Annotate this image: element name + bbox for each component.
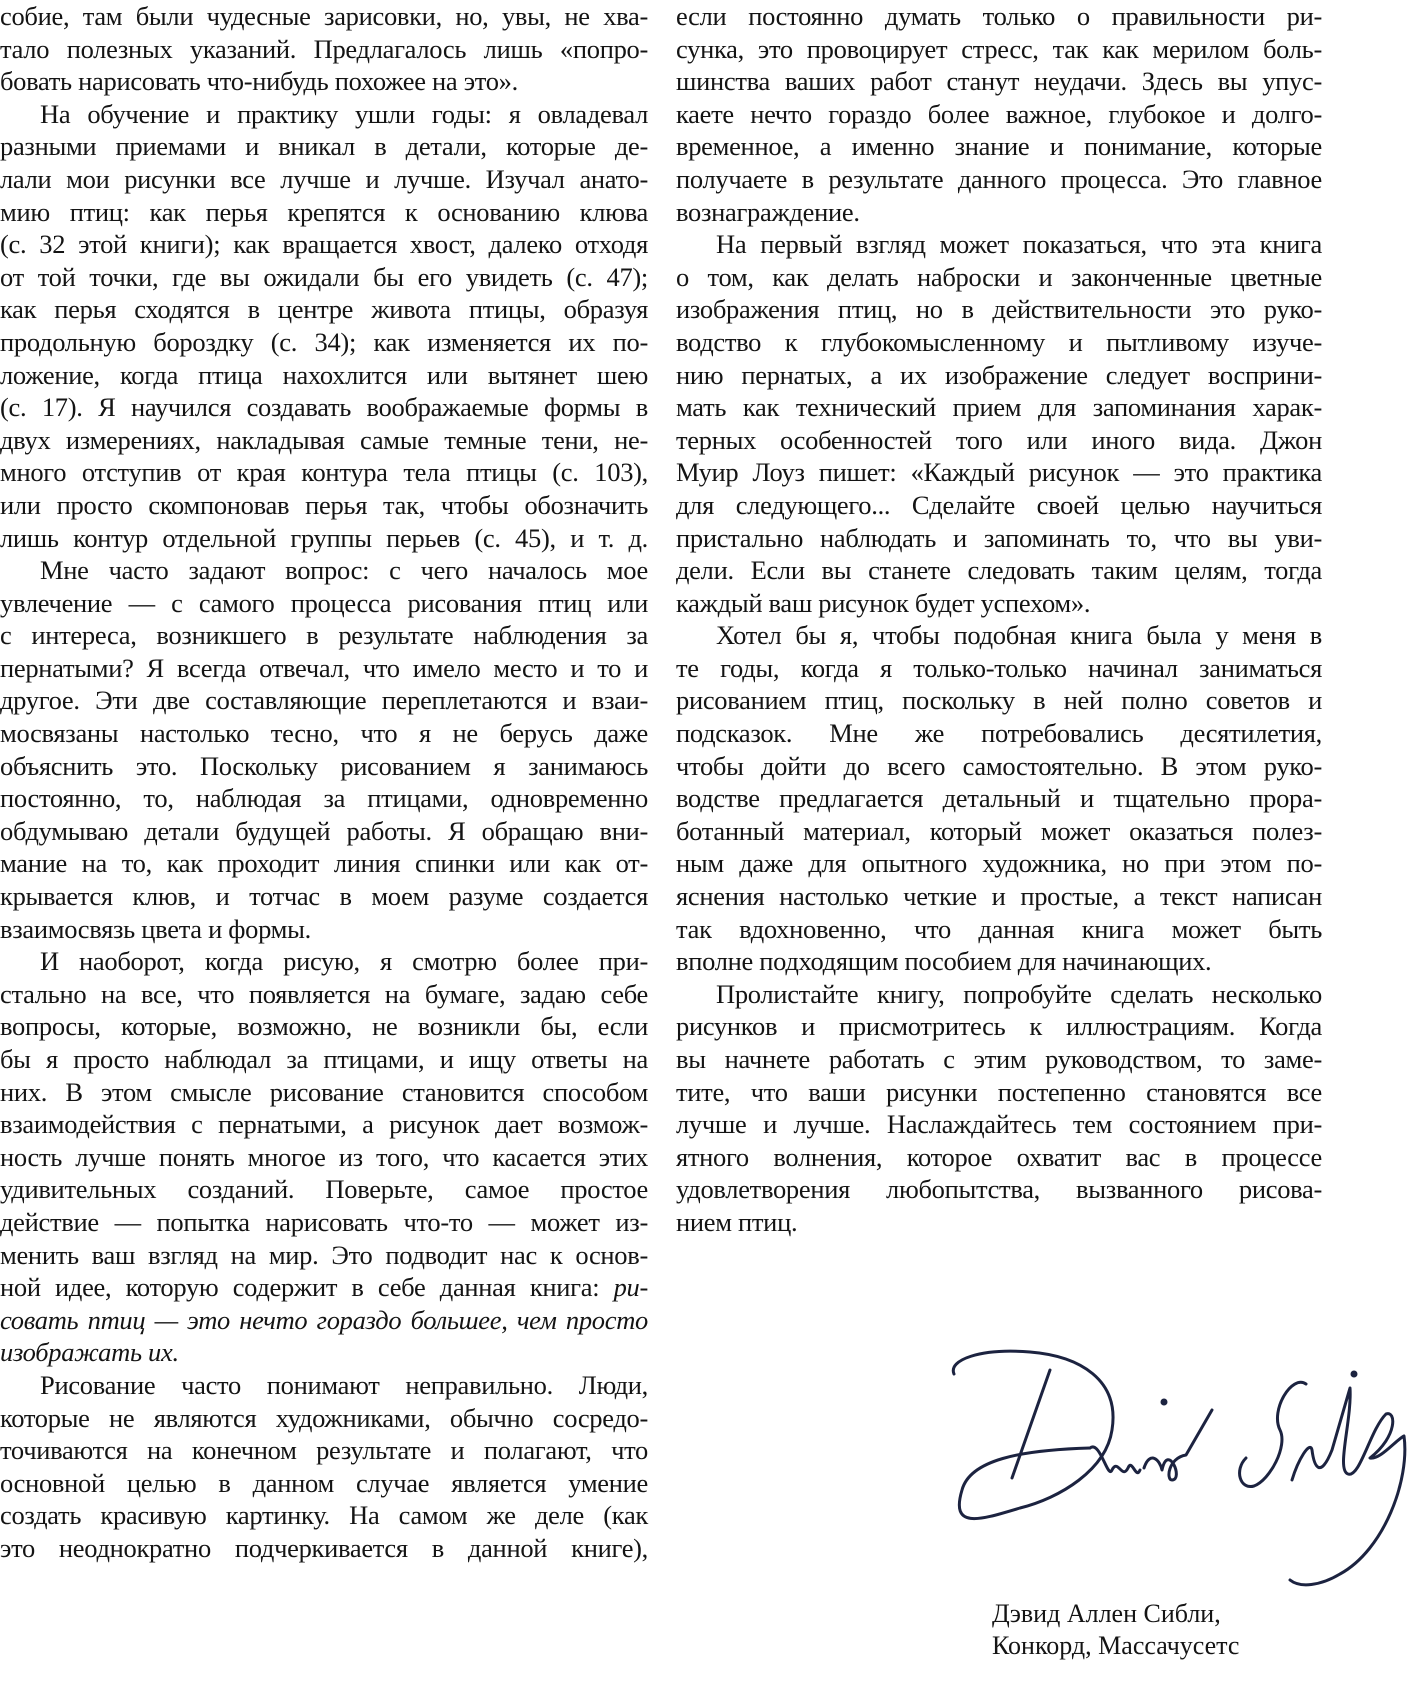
text-line [0,228,648,261]
text-run: На обучение и практику ушли годы: я овладевал [40,98,648,129]
text-line [676,1141,1322,1174]
text-run: шинства ваших работ станут неудачи. Здесь вы упус- [676,66,1322,97]
text-run: (с. 17). Я научился создавать воображаемые формы в [0,392,648,423]
text-line [0,978,648,1011]
text-run: рисунков и присмотритесь к иллюстрациям. Когда [676,1011,1322,1042]
text-line [0,359,648,392]
text-run: мать как технический прием для запоминания харак- [676,392,1322,423]
text-line [676,293,1322,326]
text-run: ной идее, которую содержит в себе данная книга: [0,1272,614,1303]
text-run: мосвязаны настолько тесно, что я не берусь даже [0,718,648,749]
text-line [0,652,648,685]
text-run: о том, как делать наброски и законченные цветные [676,261,1322,292]
text-run: с интереса, возникшего в результате наблюдения за [0,620,648,651]
text-run: изображения птиц, но в действительности это руко- [676,294,1322,325]
text-run: точиваются на конечном результате и полагают, что [0,1435,648,1466]
text-run: них. В этом смысле рисование становится способом [0,1076,648,1107]
text-line [0,847,648,880]
text-run: И наоборот, когда рисую, я смотрю более при- [40,946,648,977]
text-line [676,945,1322,978]
text-line [0,1499,648,1532]
text-run: лали мои рисунки все лучше и лучше. Изучал анато- [0,163,648,194]
text-line [0,163,648,196]
text-line [676,489,1322,522]
text-line [676,0,1322,33]
text-run: те годы, когда я только-только начинал заниматься [676,652,1322,683]
text-run: взаимосвязь цвета и формы. [0,913,311,944]
text-line [676,978,1322,1011]
text-line [0,880,648,913]
text-run: (с. 32 этой книги); как вращается хвост, далеко отходя [0,229,648,260]
text-run: удовлетворения любопытства, вызванного рисова- [676,1174,1322,1205]
text-line [676,456,1322,489]
text-line [0,750,648,783]
text-run: ботанный материал, который может оказаться полез- [676,815,1322,846]
text-run: нием птиц. [676,1206,798,1237]
text-run: это неоднократно подчеркивается в данной книге), [0,1532,648,1563]
italic-run: ри- [613,1272,648,1303]
text-run: двух измерениях, накладывая самые темные тени, не- [0,424,648,455]
text-run: вполне подходящим пособием для начинающих. [676,946,1212,977]
text-line [676,1010,1322,1043]
text-line [676,1043,1322,1076]
text-run: собие, там были чудесные зарисовки, но, увы, не хва- [0,1,648,31]
text-run: обдумываю детали будущей работы. Я обращаю вни- [0,815,648,846]
text-run: как перья сходятся в центре живота птицы, образуя [0,294,648,325]
text-run: продольную бороздку (с. 34); как изменяется их по- [0,326,648,357]
text-line [676,815,1322,848]
text-line [0,130,648,163]
text-line [676,619,1322,652]
right-column [676,0,1322,1239]
text-line [0,815,648,848]
text-run: удивительных созданий. Поверьте, самое простое [0,1174,648,1205]
text-line [676,33,1322,66]
text-run: вопросы, которые, возможно, не возникли бы, если [0,1011,648,1042]
text-line [676,847,1322,880]
text-run: бовать нарисовать что-нибудь похожее на это». [0,66,518,97]
signature-icon [940,1330,1420,1590]
text-run: временное, а именно знание и понимание, которые [676,131,1322,162]
text-line [0,587,648,620]
text-run: основной целью в данном случае является умение [0,1467,648,1498]
text-line [676,130,1322,163]
text-run: вознаграждение. [676,196,860,227]
signature-caption [992,1598,1239,1662]
text-run: рисованием птиц, поскольку в ней полно советов и [676,685,1322,716]
text-run: водство к глубокомысленному и пытливому изуче- [676,326,1322,357]
italic-run: совать птиц — это нечто гораздо большее, чем просто [0,1304,648,1335]
text-line [0,391,648,424]
text-line [0,1108,648,1141]
text-run: объяснить это. Поскольку рисованием я занимаюсь [0,750,648,781]
text-line [676,1076,1322,1109]
text-run: постоянно, то, наблюдая за птицами, одновременно [0,783,648,814]
text-run: стально на все, что появляется на бумаге, задаю себе [0,978,648,1009]
text-run: мию птиц: как перья крепятся к основанию клюва [0,196,648,227]
text-line [676,424,1322,457]
text-line [676,652,1322,685]
text-run: так вдохновенно, что данная книга может быть [676,913,1322,944]
text-line [676,684,1322,717]
text-line [0,456,648,489]
text-line [0,1271,648,1304]
text-run: лучше и лучше. Наслаждайтесь тем состоянием при- [676,1109,1322,1140]
text-run: ность лучше понять многое из того, что касается этих [0,1141,648,1172]
text-line [676,65,1322,98]
text-line [0,1010,648,1043]
text-run: или просто скомпоновав перья так, чтобы обозначить [0,489,648,520]
text-line [0,554,648,587]
text-line [676,522,1322,555]
text-line [676,228,1322,261]
text-line [0,0,648,33]
text-line [676,391,1322,424]
text-line [676,261,1322,294]
text-line [0,1173,648,1206]
text-line [0,782,648,815]
text-run: разными приемами и вникал в детали, которые де- [0,131,648,162]
text-line [676,196,1322,229]
text-line [0,293,648,326]
italic-run: изображать их. [0,1337,179,1368]
text-line [0,489,648,522]
text-run: пернатыми? Я всегда отвечал, что имело место и то и [0,652,648,683]
text-run: яснения настолько четкие и простые, а текст написан [676,881,1322,912]
text-run: водстве предлагается детальный и тщательно прора- [676,783,1322,814]
text-run: мание на то, как проходит линия спинки или как от- [0,848,648,879]
text-line [0,65,648,98]
text-run: которые не являются художниками, обычно сосредо- [0,1402,648,1433]
text-run: тало полезных указаний. Предлагалось лишь «попро- [0,33,648,64]
text-run: каждый ваш рисунок будет успехом». [676,587,1091,618]
text-line [0,1336,648,1369]
text-run: крывается клюв, и тотчас в моем разуме создается [0,881,648,912]
text-line [0,1402,648,1435]
text-line [0,424,648,457]
text-line [676,1206,1322,1239]
text-run: другое. Эти две составляющие переплетаются и взаи- [0,685,648,716]
text-run: Хотел бы я, чтобы подобная книга была у меня в [716,620,1322,651]
text-line [0,1532,648,1565]
text-line [0,522,648,555]
text-line [0,1043,648,1076]
text-line [0,945,648,978]
text-line [676,1173,1322,1206]
text-run: менить ваш взгляд на мир. Это подводит нас к основ- [0,1239,648,1270]
text-line [0,1206,648,1239]
text-line [0,619,648,652]
text-line [676,717,1322,750]
text-run: ным даже для опытного художника, но при этом по- [676,848,1322,879]
text-run: Рисование часто понимают неправильно. Люди, [40,1369,648,1400]
text-line [0,1304,648,1337]
text-line [676,782,1322,815]
text-line [676,98,1322,131]
text-run: подсказок. Мне же потребовались десятилетия, [676,718,1322,749]
text-run: бы я просто наблюдал за птицами, и ищу ответы на [0,1044,648,1074]
text-line [676,913,1322,946]
text-line [0,913,648,946]
text-line [676,880,1322,913]
left-column [0,0,648,1565]
text-run: тите, что ваши рисунки постепенно становятся все [676,1076,1322,1107]
text-line [676,1108,1322,1141]
text-line [676,587,1322,620]
text-line [0,1141,648,1174]
text-line [676,750,1322,783]
text-line [0,1434,648,1467]
author-name: Дэвид Аллен Сибли, [992,1599,1221,1628]
text-line [676,163,1322,196]
text-run: Пролистайте книгу, попробуйте сделать несколько [716,978,1322,1009]
text-run: вы начнете работать с этим руководством, то заме- [676,1044,1322,1074]
text-line [0,1369,648,1402]
text-run: увлечение — с самого процесса рисования птиц или [0,587,648,618]
text-line [0,1467,648,1500]
text-line [0,33,648,66]
text-run: сунка, это провоцирует стресс, так как мерилом боль- [676,33,1322,64]
text-run: действие — попытка нарисовать что-то — может из- [0,1206,648,1237]
text-line [0,1239,648,1272]
text-run: если постоянно думать только о правильности ри- [676,1,1322,31]
text-run: нию пернатых, а их изображение следует восприни- [676,359,1322,390]
text-run: Муир Лоуз пишет: «Каждый рисунок — это практика [676,457,1322,488]
text-run: для следующего... Сделайте своей целью научиться [676,489,1322,520]
text-run: Мне часто задают вопрос: с чего началось мое [40,555,648,586]
text-run: каете нечто гораздо более важное, глубокое и долго- [676,98,1322,129]
text-run: от той точки, где вы ожидали бы его увидеть (с. 47); [0,261,648,292]
text-line [0,98,648,131]
text-run: ятного волнения, которое охватит вас в процессе [676,1141,1322,1172]
text-run: чтобы дойти до всего самостоятельно. В этом руко- [676,750,1322,781]
text-run: создать красивую картинку. На самом же деле (как [0,1500,648,1531]
text-line [676,326,1322,359]
text-run: пристально наблюдать и запоминать то, что вы уви- [676,522,1322,553]
text-line [0,684,648,717]
text-run: много отступив от края контура тела птицы (с. 103), [0,457,648,488]
text-run: На первый взгляд может показаться, что эта книга [716,229,1322,260]
text-run: ложение, когда птица нахохлится или вытянет шею [0,359,648,390]
text-line [0,717,648,750]
text-line [0,1076,648,1109]
text-run: дели. Если вы станете следовать таким целям, тогда [676,555,1322,586]
text-line [0,326,648,359]
text-line [676,554,1322,587]
author-location: Конкорд, Массачусетс [992,1631,1240,1660]
text-run: взаимодействия с пернатыми, а рисунок дает возмож- [0,1109,648,1140]
text-line [0,196,648,229]
text-line [0,261,648,294]
text-run: получаете в результате данного процесса. Это главное [676,163,1322,194]
text-run: лишь контур отдельной группы перьев (с. 45), и т. д. [0,522,648,553]
text-line [676,359,1322,392]
text-run: терных особенностей того или иного вида. Джон [676,424,1322,455]
